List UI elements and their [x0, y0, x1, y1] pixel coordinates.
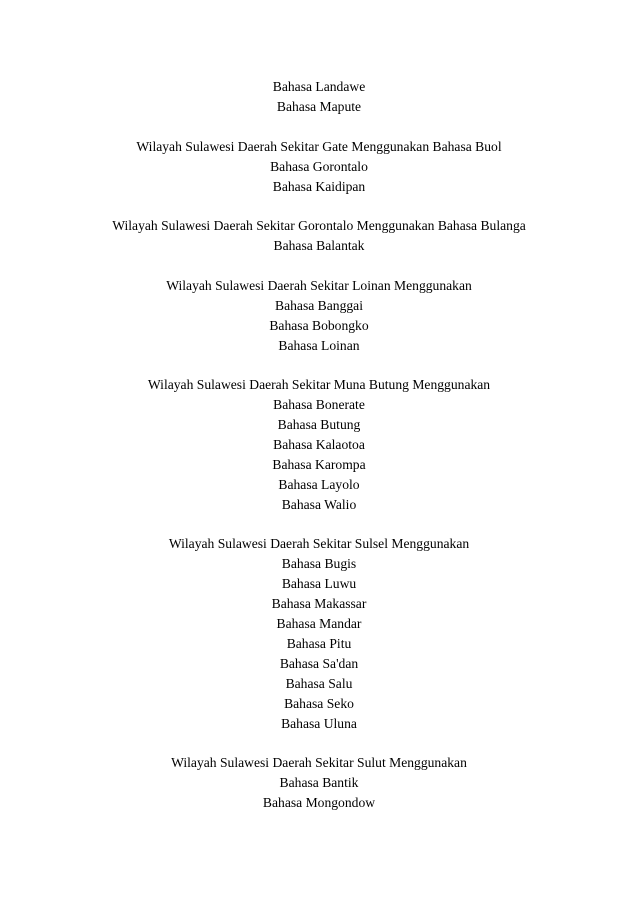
language-item: Bahasa Bantik [279, 775, 359, 790]
language-item: Bahasa Bobongko [269, 318, 369, 333]
language-item: Bahasa Layolo [278, 477, 360, 492]
language-item: Bahasa Seko [284, 696, 354, 711]
language-item: Bahasa Makassar [271, 596, 367, 611]
language-item: Bahasa Bonerate [273, 397, 365, 412]
language-item: Bahasa Mandar [276, 616, 362, 631]
language-item: Bahasa Pitu [286, 636, 352, 651]
language-item: Bahasa Walio [281, 497, 357, 512]
region-heading: Wilayah Sulawesi Daerah Sekitar Gorontalo Menggunakan Bahasa Bulanga [112, 218, 526, 233]
language-item: Bahasa Salu [285, 676, 353, 691]
region-heading: Wilayah Sulawesi Daerah Sekitar Gate Menggunakan Bahasa Buol [136, 139, 502, 154]
region-heading: Wilayah Sulawesi Daerah Sekitar Muna Butung Menggunakan [147, 377, 491, 392]
region-heading: Wilayah Sulawesi Daerah Sekitar Sulut Menggunakan [171, 755, 467, 770]
language-item: Bahasa Kalaotoa [273, 437, 365, 452]
language-item: Bahasa Butung [277, 417, 361, 432]
language-item: Bahasa Sa'dan [279, 656, 359, 671]
region-heading: Wilayah Sulawesi Daerah Sekitar Loinan Menggunakan [166, 278, 472, 293]
language-item: Bahasa Mongondow [262, 795, 376, 810]
language-item: Bahasa Banggai [275, 298, 363, 313]
language-item: Bahasa Balantak [273, 238, 365, 253]
language-item: Bahasa Loinan [278, 338, 360, 353]
language-item: Bahasa Uluna [281, 716, 357, 731]
language-item: Bahasa Landawe [272, 79, 366, 94]
language-item: Bahasa Karompa [272, 457, 366, 472]
region-heading: Wilayah Sulawesi Daerah Sekitar Sulsel Menggunakan [168, 536, 470, 551]
language-item: Bahasa Gorontalo [270, 159, 368, 174]
language-item: Bahasa Mapute [276, 99, 362, 114]
language-item: Bahasa Luwu [281, 576, 357, 591]
language-item: Bahasa Kaidipan [272, 179, 366, 194]
language-item: Bahasa Bugis [281, 556, 357, 571]
